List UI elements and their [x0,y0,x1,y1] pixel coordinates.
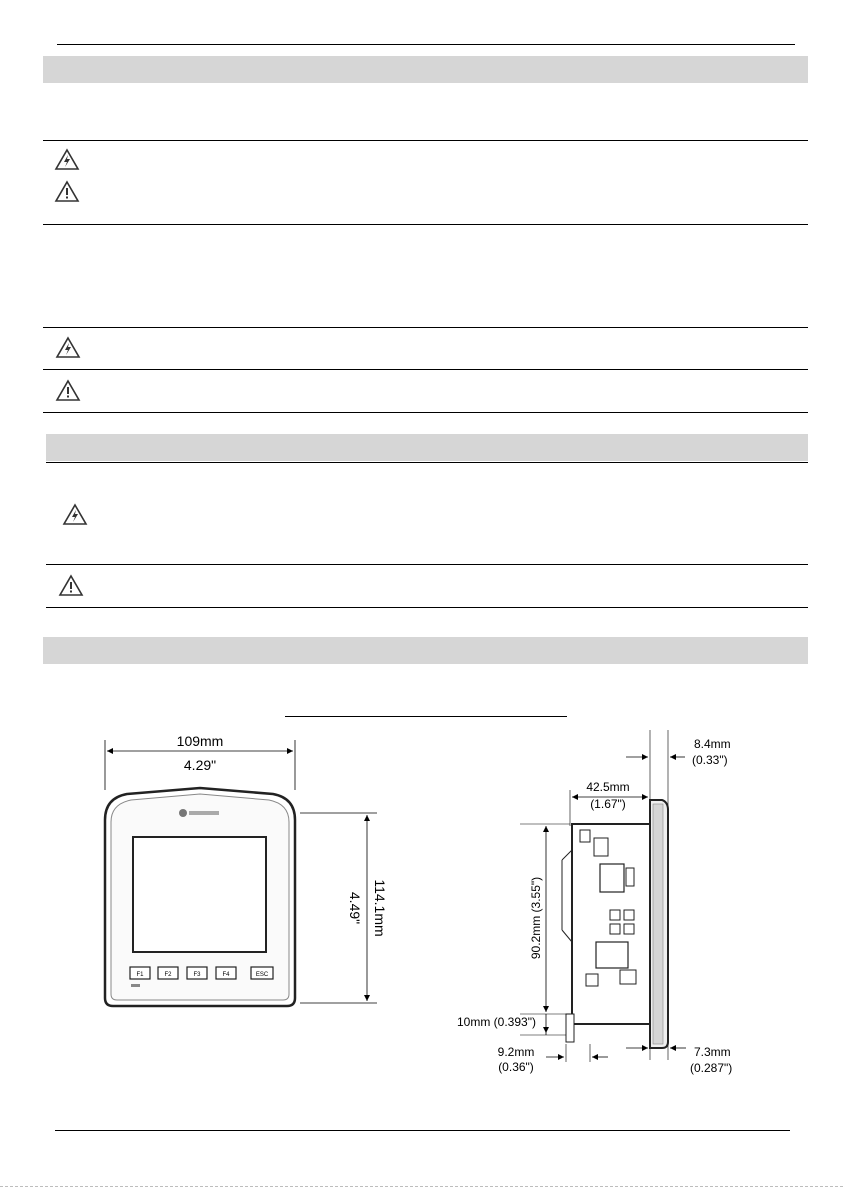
divider [43,327,808,328]
caution-warning-icon [55,379,81,403]
front-thickness-mm-label: 8.4mm [694,737,731,751]
electric-shock-warning-icon [55,336,81,360]
brand-logo-icon [179,809,187,817]
electric-shock-warning-icon [54,148,80,172]
width-mm-label: 109mm [176,733,224,749]
divider [46,462,808,463]
side-view-drawing [450,730,760,1080]
divider [43,140,808,141]
height-in-label: 4.49" [347,891,363,925]
section-header-bar-3 [43,637,808,664]
bezel-in-label: (0.287") [690,1061,733,1075]
front-view-drawing [95,730,395,1060]
key-f2-label: F2 [164,972,172,978]
rear-height-label: 90.2mm (3.55") [529,876,543,960]
page-edge [0,1186,843,1187]
section-header-bar-2 [46,434,808,461]
height-mm-label: 114.1mm [372,879,388,937]
depth-in-label: (1.67") [590,797,626,811]
base-in-label: (0.36") [498,1060,534,1074]
header-rule [57,44,795,45]
divider [43,224,808,225]
divider [46,564,808,565]
diagram-title-underline [285,716,567,717]
lcd-screen [133,837,266,952]
bezel-mm-label: 7.3mm [694,1045,731,1059]
key-f3-label: F3 [193,972,201,978]
electric-shock-warning-icon [62,503,88,527]
bottom-offset-label: 10mm (0.393") [457,1015,536,1029]
width-in-label: 4.29" [183,757,217,773]
key-f1-label: F1 [136,972,144,978]
key-f4-label: F4 [222,972,230,978]
divider [43,412,808,413]
key-esc-label: ESC [255,972,269,978]
front-thickness-in-label: (0.33") [692,753,728,767]
base-mm-label: 9.2mm [497,1045,535,1059]
divider [43,369,808,370]
caution-warning-icon [54,180,80,204]
footer-rule [55,1130,790,1131]
depth-mm-label: 42.5mm [586,780,630,794]
caution-warning-icon [58,574,84,598]
section-header-bar-1 [43,56,808,83]
divider [46,607,808,608]
